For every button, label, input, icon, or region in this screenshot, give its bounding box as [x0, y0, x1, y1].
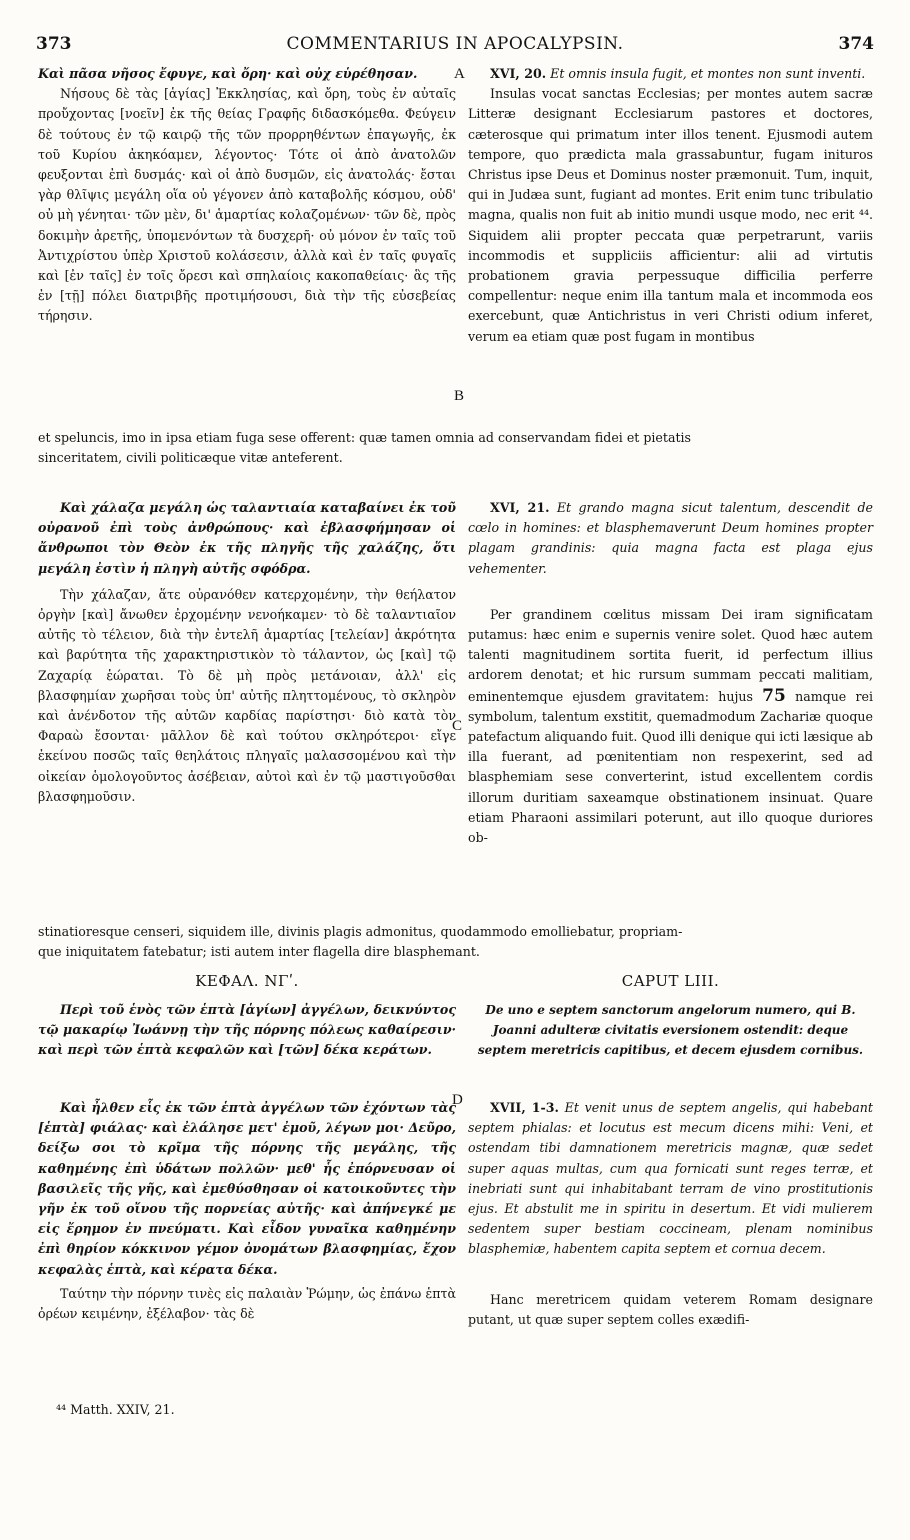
full-width-line: et speluncis, imo in ipsa etiam fuga sese offerent: quæ tamen omnia ad conservandam fidei et pietatis [38, 430, 691, 445]
greek-commentary: Τὴν χάλαζαν, ἅτε οὐρανόθεν κατερχομένην, τὴν θεήλατον ὀργὴν [καὶ] ἄνωθεν ἐρχομένην νενοήκαμεν· τὸ δὲ ταλαντιαῖον αὐτῆς τὸ τέλειον, διὰ τὴν ἐντελῆ ἁμαρτίας [τελείαν] ἀκρότητα καὶ βαρύτητα τῆς χαρακτηριστικὸν τὸ τάλαντον, ὡς [καὶ] τῷ Ζαχαρίᾳ ἑώραται. Τὸ δὲ μὴ πρὸς μετάνοιαν, ἀλλ' εἰς βλασφημίαν χωρῆσαι τοὺς ὑπ' αὐτῆς πληττομένους, τὸ σκληρὸν καὶ ἀνένδοτον τῆς αὐτῶν καρδίας παρίστησι· διὸ κατὰ τὸν Φαραὼ ἔσονται· μᾶλλον δὲ καὶ τούτου σκληρότεροι· εἴγε ἐκείνου ποσῶς ταῖς θεηλάτοις πληγαῖς μαλασσομένου καὶ τὴν οἰκείαν ὁμολογοῦντος ἀσέβειαν, αὐτοὶ καὶ ἐν τῷ μαστιγοῦσθαι βλασφημοῦσιν. [38, 586, 456, 804]
full-width-line: stinatioresque censeri, siquidem ille, divinis plagis admonitus, quodammodo emolliebatur, propriam- [38, 924, 683, 939]
column-number: 75 [762, 685, 786, 706]
margin-letter-d: D [452, 1092, 463, 1108]
full-width-line: sinceritatem, civili politicæque vitæ anteferent. [38, 450, 343, 466]
full-width-text-block-2 [38, 922, 873, 962]
greek-chapter-summary-block [38, 1000, 456, 1061]
latin-chapter-summary: De uno e septem sanctorum angelorum numero, qui B. Joanni adulteræ civitatis eversionem ostendit: deque septem meretricis capitibus, et decem ejusdem cornibus. [477, 1003, 864, 1058]
verse-reference: XVI, 20. [490, 66, 547, 81]
latin-lemma: Et grando magna sicut talentum, descendit de cœlo in homines: et blasphemaverunt Deum homines propter plagam grandinis: quia magna facta est plaga ejus vehementer. [468, 500, 873, 576]
margin-letter-c: C [452, 718, 463, 734]
latin-commentary: Insulas vocat sanctas Ecclesias; per montes autem sacræ Litteræ designant Ecclesiarum pastores et doctores, cæterosque qui primatum inter illos tenent. Ejusmodi autem tempore, quo prædicta mala grassabuntur, fugam inituros Christus ipse Deus et Dominus noster præmonuit. Tum, inquit, qui in Judæa sunt, fugiant ad montes. Erit enim tunc tribulatio magna, qualis non fuit ab initio mundi usque modo, nec erit ⁴⁴. Siquidem alii propter peccata quæ perpetrarunt, variis incommodis et suppliciis afficientur: alii ad virtutis probationem gravia perpessuque difficilia perferre compellentur: neque enim illa tantum mala et incommoda eos exercebunt, quæ Antichristus in veri Christi odium inferet, verum ea etiam quæ post fugam in montibus [468, 86, 873, 344]
greek-chapter-heading: ΚΕΦΑΛ. ΝΓʹ. [195, 972, 299, 990]
full-width-text-block-1 [38, 428, 873, 468]
latin-chapter-heading: CAPUT LIII. [621, 972, 720, 990]
full-width-line: que iniquitatem fatebatur; isti autem inter flagella dire blasphemant. [38, 944, 480, 960]
latin-column-block-2 [468, 498, 873, 848]
latin-commentary: Per grandinem cœlitus missam Dei iram significatam putamus: hæc enim e supernis venire solet. Quod hæc autem talenti magnitudinem sortita fuerit, id perfectum illius ardorem denotat; et hic rursum summam peccati malitiam, eminentemque ejusdem gravitatem: hujus [468, 606, 873, 704]
latin-commentary: Hanc meretricem quidam veterem Romam designare putant, ut quæ super septem colles exædifi- [468, 1291, 873, 1327]
greek-chapter-summary: Περὶ τοῦ ἑνὸς τῶν ἑπτὰ [ἁγίων] ἀγγέλων, δεικνύντος τῷ μακαρίῳ Ἰωάννῃ τὴν τῆς πόρνης πόλεως καθαίρεσιν· καὶ περὶ τῶν ἑπτὰ κεφαλῶν καὶ [τῶν] δέκα κεράτων. [38, 1002, 456, 1058]
greek-column-block-2 [38, 498, 456, 807]
footnote: ⁴⁴ Matth. XXIV, 21. [56, 1402, 175, 1417]
latin-commentary-continued: namque rei symbolum, talentum exstitit, quemadmodum Zachariæ quoque patefactum aliquando fuit. Quod illi denique qui icti læsique ab illa fuerant, ad pœnitentiam non respexerint, sed ad blasphemiam sese converterint, istud excellentem cordis illorum duritiam saxeamque obstinationem insinuat. Quare etiam Pharaoni assimilari poterunt, aut illo quoque duriores ob- [468, 688, 873, 846]
greek-column-block-3 [38, 1098, 456, 1324]
verse-reference: XVI, 21. [490, 500, 550, 515]
page-number-right: 374 [838, 34, 874, 54]
latin-chapter-summary-block [468, 1000, 873, 1061]
verse-reference: XVII, 1-3. [490, 1100, 559, 1115]
running-head: COMMENTARIUS IN APOCALYPSIN. [286, 34, 624, 54]
greek-commentary: Νήσους δὲ τὰς [ἁγίας] Ἐκκλησίας, καὶ ὄρη, τοὺς ἐν αὐταῖς προὔχοντας [νοεῖν] ἐκ τῆς θείας Γραφῆς διδασκόμεθα. Φεύγειν δὲ τούτους ἐν τῷ καιρῷ τῆς τῶν προρρηθέντων ἐπαγωγῆς, ἐκ τοῦ Κυρίου ἀκηκόαμεν, λέγοντος· Τότε οἱ ἀπὸ ἀνατολῶν φευξονται ἐπὶ δυσμάς· καὶ οἱ ἀπὸ δυσμῶν, εἰς ἀνατολάς· ἔσται γὰρ θλῖψις μεγάλη οἵα οὐ γέγονεν ἀπὸ καταβολῆς κόσμου, οὐδ' οὐ μὴ γένηται· τῶν μὲν, δι' ἁμαρτίας κολαζομένων· τῶν δὲ, πρὸς δοκιμὴν ἀρετῆς, ὑπομενόντων τὰ δυσχερῆ· οὐ μόνον ἐν ταῖς τοῦ Ἀντιχρίστου ὑπὲρ Χριστοῦ κολάσεσιν, ἀλλὰ καὶ ἐν ταῖς φυγαῖς καὶ [ἐν ταῖς] ἐν τοῖς ὄρεσι καὶ σπηλαίοις κακοπαθείαις· ἃς τῆς ἐν [τῇ] πόλει διατριβῆς προτιμήσουσι, διὰ τὴν τῆς εὐσεβείας τήρησιν. [38, 86, 456, 324]
greek-lemma: Καὶ χάλαζα μεγάλη ὡς ταλαντιαία καταβαίνει ἐκ τοῦ οὐρανοῦ ἐπὶ τοὺς ἀνθρώπους· καὶ ἐβλασφήμησαν οἱ ἄνθρωποι τὸν Θεὸν ἐκ τῆς πληγῆς τῆς χαλάζης, ὅτι μεγάλη ἐστὶν ἡ πληγὴ αὐτῆς σφόδρα. [38, 500, 456, 576]
latin-column-block-1 [468, 64, 873, 347]
margin-letter-a: A [454, 66, 465, 82]
greek-lemma: Καὶ ἦλθεν εἷς ἐκ τῶν ἑπτὰ ἀγγέλων τῶν ἐχόντων τὰς [ἑπτὰ] φιάλας· καὶ ἐλάλησε μετ' ἐμοῦ, λέγων μοι· Δεῦρο, δείξω σοι τὸ κρῖμα τῆς πόρνης τῆς μεγάλης, τῆς καθημένης ἐπὶ ὑδάτων πολλῶν· μεθ' ἧς ἐπόρνευσαν οἱ βασιλεῖς τῆς γῆς, καὶ ἐμεθύσθησαν οἱ κατοικοῦντες τὴν γῆν ἐκ τοῦ οἴνου τῆς πορνείας αὐτῆς· καὶ ἀπήνεγκέ με εἰς ἔρημον ἐν πνεύματι. Καὶ εἶδον γυναῖκα καθημένην ἐπὶ θηρίον κόκκινον γέμον ὀνομάτων βλασφημίας, ἔχον κεφαλὰς ἑπτὰ, καὶ κέρατα δέκα. [38, 1100, 456, 1277]
latin-lemma: Et omnis insula fugit, et montes non sunt inventi. [550, 66, 866, 81]
page-header [30, 34, 880, 60]
greek-lemma: Καὶ πᾶσα νῆσος ἔφυγε, καὶ ὄρη· καὶ οὐχ εὑρέθησαν. [38, 66, 418, 81]
latin-lemma: Et venit unus de septem angelis, qui habebant septem phialas: et locutus est mecum dicens mihi: Veni, et ostendam tibi damnationem meretricis magnæ, quæ sedet super aquas multas, cum qua fornicati sunt reges terræ, et inebriati sunt qui inhabitabant terram de vino prostitutionis ejus. Et abstulit me in spiritu in desertum. Et vidi mulierem sedentem super bestiam coccineam, plenam nominibus blasphemiæ, habentem capita septem et cornua decem. [468, 1100, 873, 1257]
margin-letter-b: B [454, 388, 465, 404]
greek-column-block-1 [38, 64, 456, 327]
latin-column-block-3 [468, 1098, 873, 1330]
greek-commentary: Ταύτην τὴν πόρνην τινὲς εἰς παλαιὰν Ῥώμην, ὡς ἐπάνω ἑπτὰ ὀρέων κειμένην, ἐξέλαβον· τὰς δὲ [38, 1285, 456, 1322]
page-number-left: 373 [36, 34, 72, 54]
